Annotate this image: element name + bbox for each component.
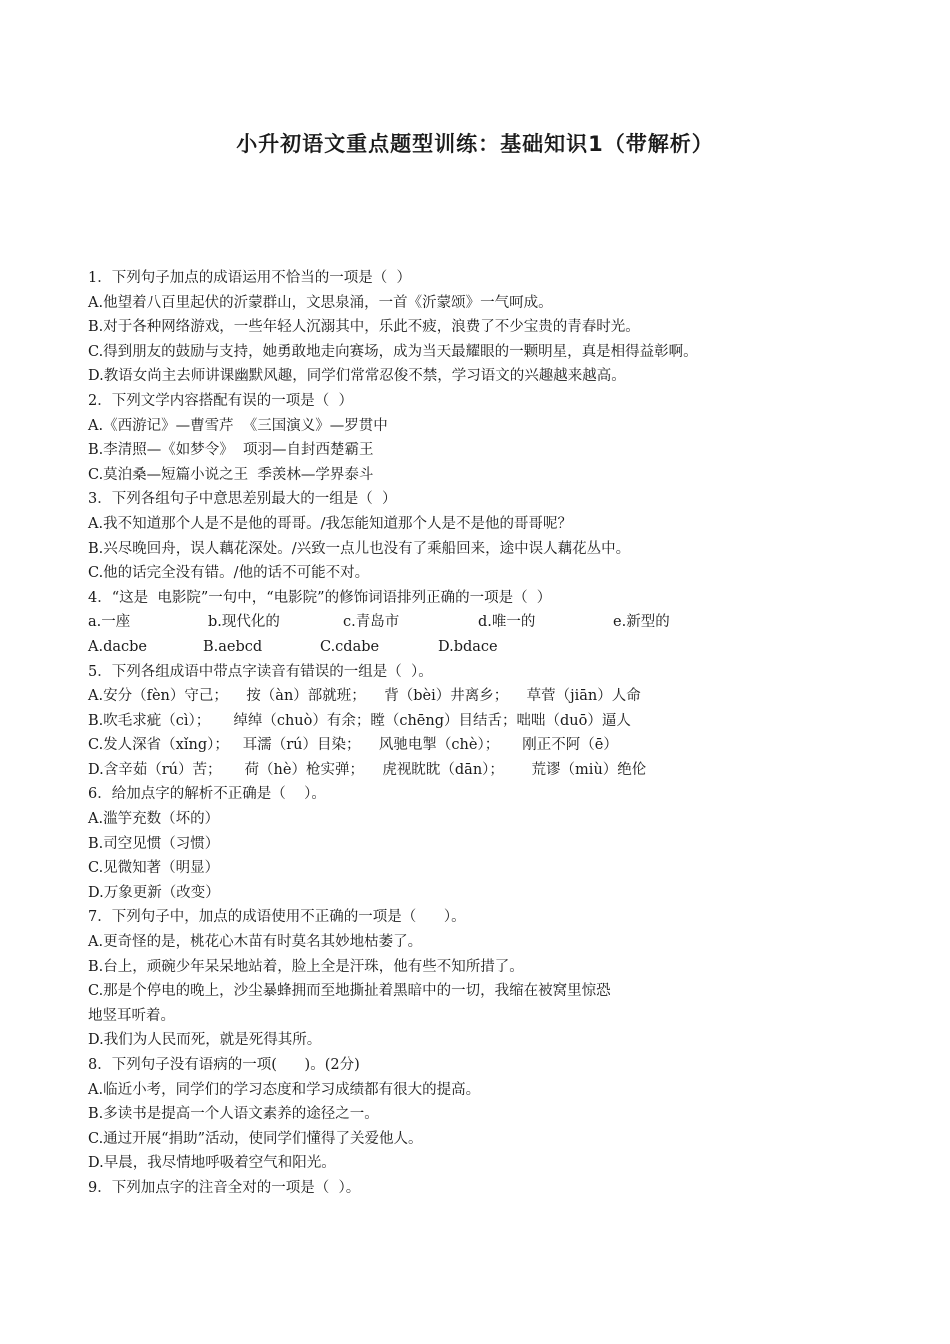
option-line: C.那是个停电的晚上，沙尘暴蜂拥而至地撕扯着黑暗中的一切，我缩在被窝里惊恐 [88, 983, 611, 1000]
option-line: B.对于各种网络游戏，一些年轻人沉溺其中，乐此不疲，浪费了不少宝贵的青春时光。 [88, 319, 640, 336]
question-stem: 9．下列加点字的注音全对的一项是（ ）。 [88, 1179, 361, 1196]
choice-item: D.bdace [438, 638, 498, 655]
option-line: B.兴尽晚回舟，误人藕花深处。/兴致一点儿也没有了乘船回来，途中误人藕花丛中。 [88, 540, 631, 557]
choice-item: e.新型的 [613, 614, 670, 631]
choice-item: B.aebcd [203, 638, 263, 655]
option-line: D.万象更新（改变） [88, 884, 220, 901]
choice-item: C.cdabe [320, 638, 380, 655]
option-line: B.台上，顽碗少年呆呆地站着，脸上全是汗珠，他有些不知所措了。 [88, 958, 524, 975]
option-line: A.临近小考，同学们的学习态度和学习成绩都有很大的提高。 [88, 1081, 481, 1098]
option-line: B.吹毛求疵（cì）； 绰绰（chuò）有余；瞠（chēng）目结舌；咄咄（duō）逼人 [88, 712, 631, 729]
option-line: C.莫泊桑—短篇小说之王 季羡林—学界泰斗 [88, 466, 374, 483]
option-line: C.见微知著（明显） [88, 860, 220, 877]
question-stem: 3．下列各组句子中意思差别最大的一组是（ ） [88, 491, 397, 508]
question-stem: 7．下列句子中，加点的成语使用不正确的一项是（ ）。 [88, 909, 466, 926]
choice-item: A.dacbe [88, 638, 147, 655]
choice-row [88, 610, 888, 635]
option-line: D.早晨，我尽情地呼吸着空气和阳光。 [88, 1155, 336, 1172]
question-stem: 5．下列各组成语中带点字读音有错误的一组是（ ）。 [88, 663, 433, 680]
option-line: A.安分（fèn）守己； 按（àn）部就班； 背（bèi）井离乡； 草菅（jiān）人命 [88, 688, 641, 705]
option-line: D.含辛茹（rú）苦； 荷（hè）枪实弹； 虎视眈眈（dān）； 荒谬（miù）绝伦 [88, 761, 647, 778]
option-line: B.李清照—《如梦令》 项羽—自封西楚霸王 [88, 442, 374, 459]
choice-row [88, 635, 888, 660]
choice-item: c.青岛市 [343, 614, 400, 631]
option-line: C.得到朋友的鼓励与支持，她勇敢地走向赛场，成为当天最耀眼的一颗明星，真是相得益彰啊。 [88, 343, 698, 360]
question-stem: 4．“这是 电影院”一句中，“电影院”的修饰词语排列正确的一项是（ ） [88, 589, 552, 606]
page-title: 小升初语文重点题型训练：基础知识1（带解析） [236, 132, 714, 156]
choice-item: d.唯一的 [478, 614, 536, 631]
option-line: D.教语女尚主去师讲课幽默风趣，同学们常常忍俊不禁，学习语文的兴趣越来越高。 [88, 368, 626, 385]
option-line: B.多读书是提高一个人语文素养的途径之一。 [88, 1106, 379, 1123]
option-line: A.我不知道那个人是不是他的哥哥。/我怎能知道那个人是不是他的哥哥呢？ [88, 515, 572, 532]
question-stem: 1．下列句子加点的成语运用不恰当的一项是（ ） [88, 270, 411, 286]
option-line: A.更奇怪的是，桃花心木苗有时莫名其妙地枯萎了。 [88, 934, 423, 951]
option-line: B.司空见惯（习惯） [88, 835, 220, 852]
question-stem: 2．下列文学内容搭配有误的一项是（ ） [88, 392, 353, 409]
option-line: C.通过开展“捐助”活动，使同学们懂得了关爱他人。 [88, 1130, 423, 1147]
option-line: A.他望着八百里起伏的沂蒙群山，文思泉涌，一首《沂蒙颂》一气呵成。 [88, 294, 553, 311]
question-stem: 8．下列句子没有语病的一项( )。(2分) [88, 1057, 360, 1073]
option-line: D.我们为人民而死，就是死得其所。 [88, 1032, 322, 1049]
choice-item: a.一座 [88, 614, 131, 631]
question-stem: 6．给加点字的解析不正确是（ ）。 [88, 786, 326, 803]
option-line: C.发人深省（xǐng）； 耳濡（rú）目染； 风驰电掣（chè）； 刚正不阿（ē） [88, 737, 618, 754]
option-line: C.他的话完全没有错。/他的话不可能不对。 [88, 565, 370, 582]
option-line: 地竖耳听着。 [88, 1007, 175, 1024]
option-line: A.滥竽充数（坏的） [88, 811, 220, 828]
option-line: A.《西游记》—曹雪芹 《三国演义》—罗贯中 [88, 417, 388, 434]
question-list [88, 266, 888, 1201]
choice-item: b.现代化的 [208, 614, 280, 631]
